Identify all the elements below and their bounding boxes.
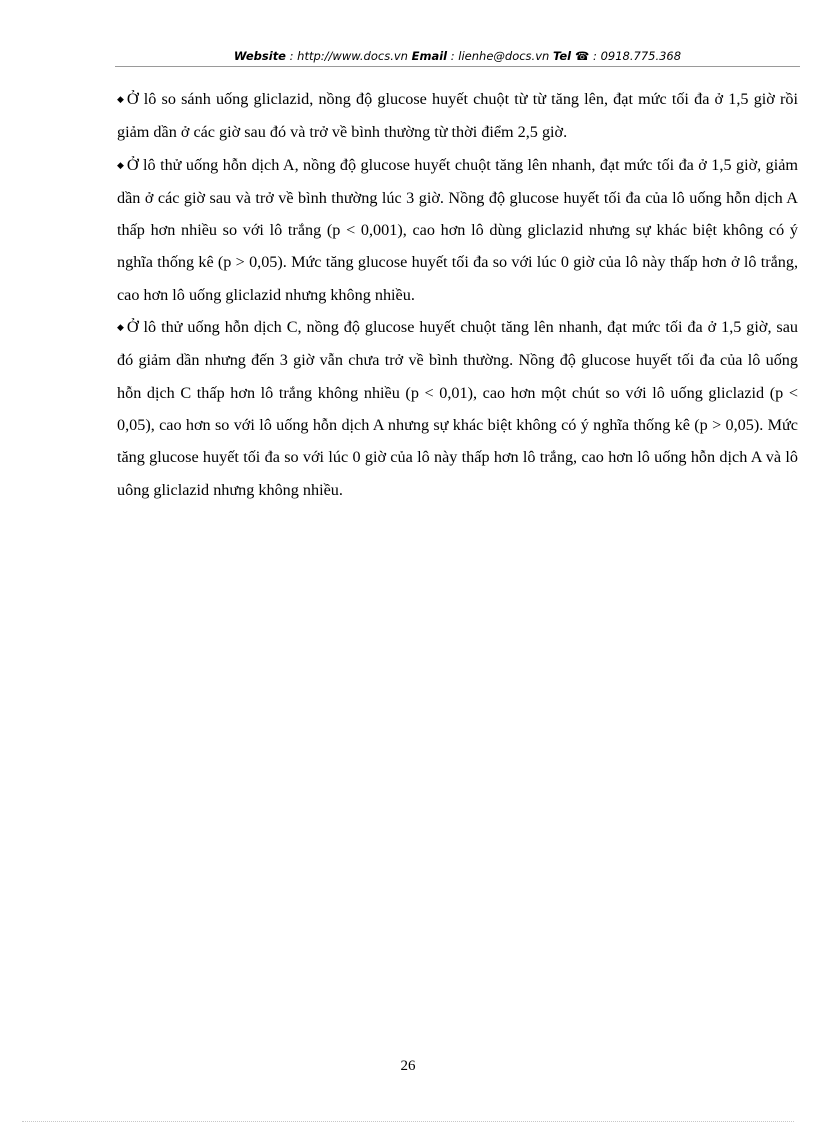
footer-divider bbox=[22, 1121, 794, 1122]
website-value: : http://www.docs.vn bbox=[286, 49, 412, 63]
website-label: Website bbox=[233, 49, 286, 63]
paragraph-text: Ở lô thử uống hỗn dịch C, nồng độ glucose huyết chuột tăng lên nhanh, đạt mức tối đa ở 1,5 giờ, sau đó giảm dần nhưng đến 3 giờ vẫn chưa trở về bình thường. Nồng độ glucose huyết tối đa của lô uống hỗn dịch C thấp hơn lô trắng không nhiều (p < 0,01), cao hơn một chút so với lô uống gliclazid (p < 0,05), cao hơn so với lô uống hỗn dịch A nhưng sự khác biệt không có ý nghĩa thống kê (p > 0,05). Mức tăng glucose huyết tối đa so với lúc 0 giờ của lô này thấp hơn lô trắng, cao hơn lô uống hỗn dịch A và lô uông gliclazid nhưng không nhiều. bbox=[117, 318, 798, 499]
email-value: : lienhe@docs.vn bbox=[447, 49, 553, 63]
paragraph-gliclazid bbox=[117, 83, 798, 149]
paragraph-hon-dich-a bbox=[117, 149, 798, 311]
diamond-bullet-icon: ◆ bbox=[117, 95, 124, 105]
document-body bbox=[117, 83, 798, 506]
tel-label: Tel ☎ bbox=[552, 49, 590, 63]
header-divider bbox=[115, 66, 800, 67]
email-label: Email bbox=[411, 49, 448, 63]
diamond-bullet-icon: ◆ bbox=[117, 160, 124, 171]
tel-value: : 0918.775.368 bbox=[589, 49, 682, 63]
paragraph-text: Ở lô so sánh uống gliclazid, nồng độ glucose huyết chuột từ từ tăng lên, đạt mức tối đa ở 1,5 giờ rồi giảm dần ở các giờ sau đó và trở về bình thường từ thời điểm 2,5 giờ. bbox=[117, 90, 798, 142]
page-number: 26 bbox=[400, 1058, 416, 1074]
paragraph-text: Ở lô thử uống hỗn dịch A, nồng độ glucose huyết chuột tăng lên nhanh, đạt mức tối đa ở 1,5 giờ, giảm dần ở các giờ sau và trở về bình thường lúc 3 giờ. Nồng độ glucose huyết tối đa của lô uống hỗn dịch A thấp hơn nhiều so với lô trắng (p < 0,001), cao hơn lô dùng gliclazid nhưng sự khác biệt không có ý nghĩa thống kê (p > 0,05). Mức tăng glucose huyết tối đa so với lúc 0 giờ của lô này thấp hơn ở lô trắng, cao hơn lô uống gliclazid nhưng không nhiều. bbox=[117, 155, 798, 304]
page-header bbox=[115, 48, 800, 64]
paragraph-hon-dich-c bbox=[117, 311, 798, 506]
diamond-bullet-icon: ◆ bbox=[117, 323, 124, 334]
